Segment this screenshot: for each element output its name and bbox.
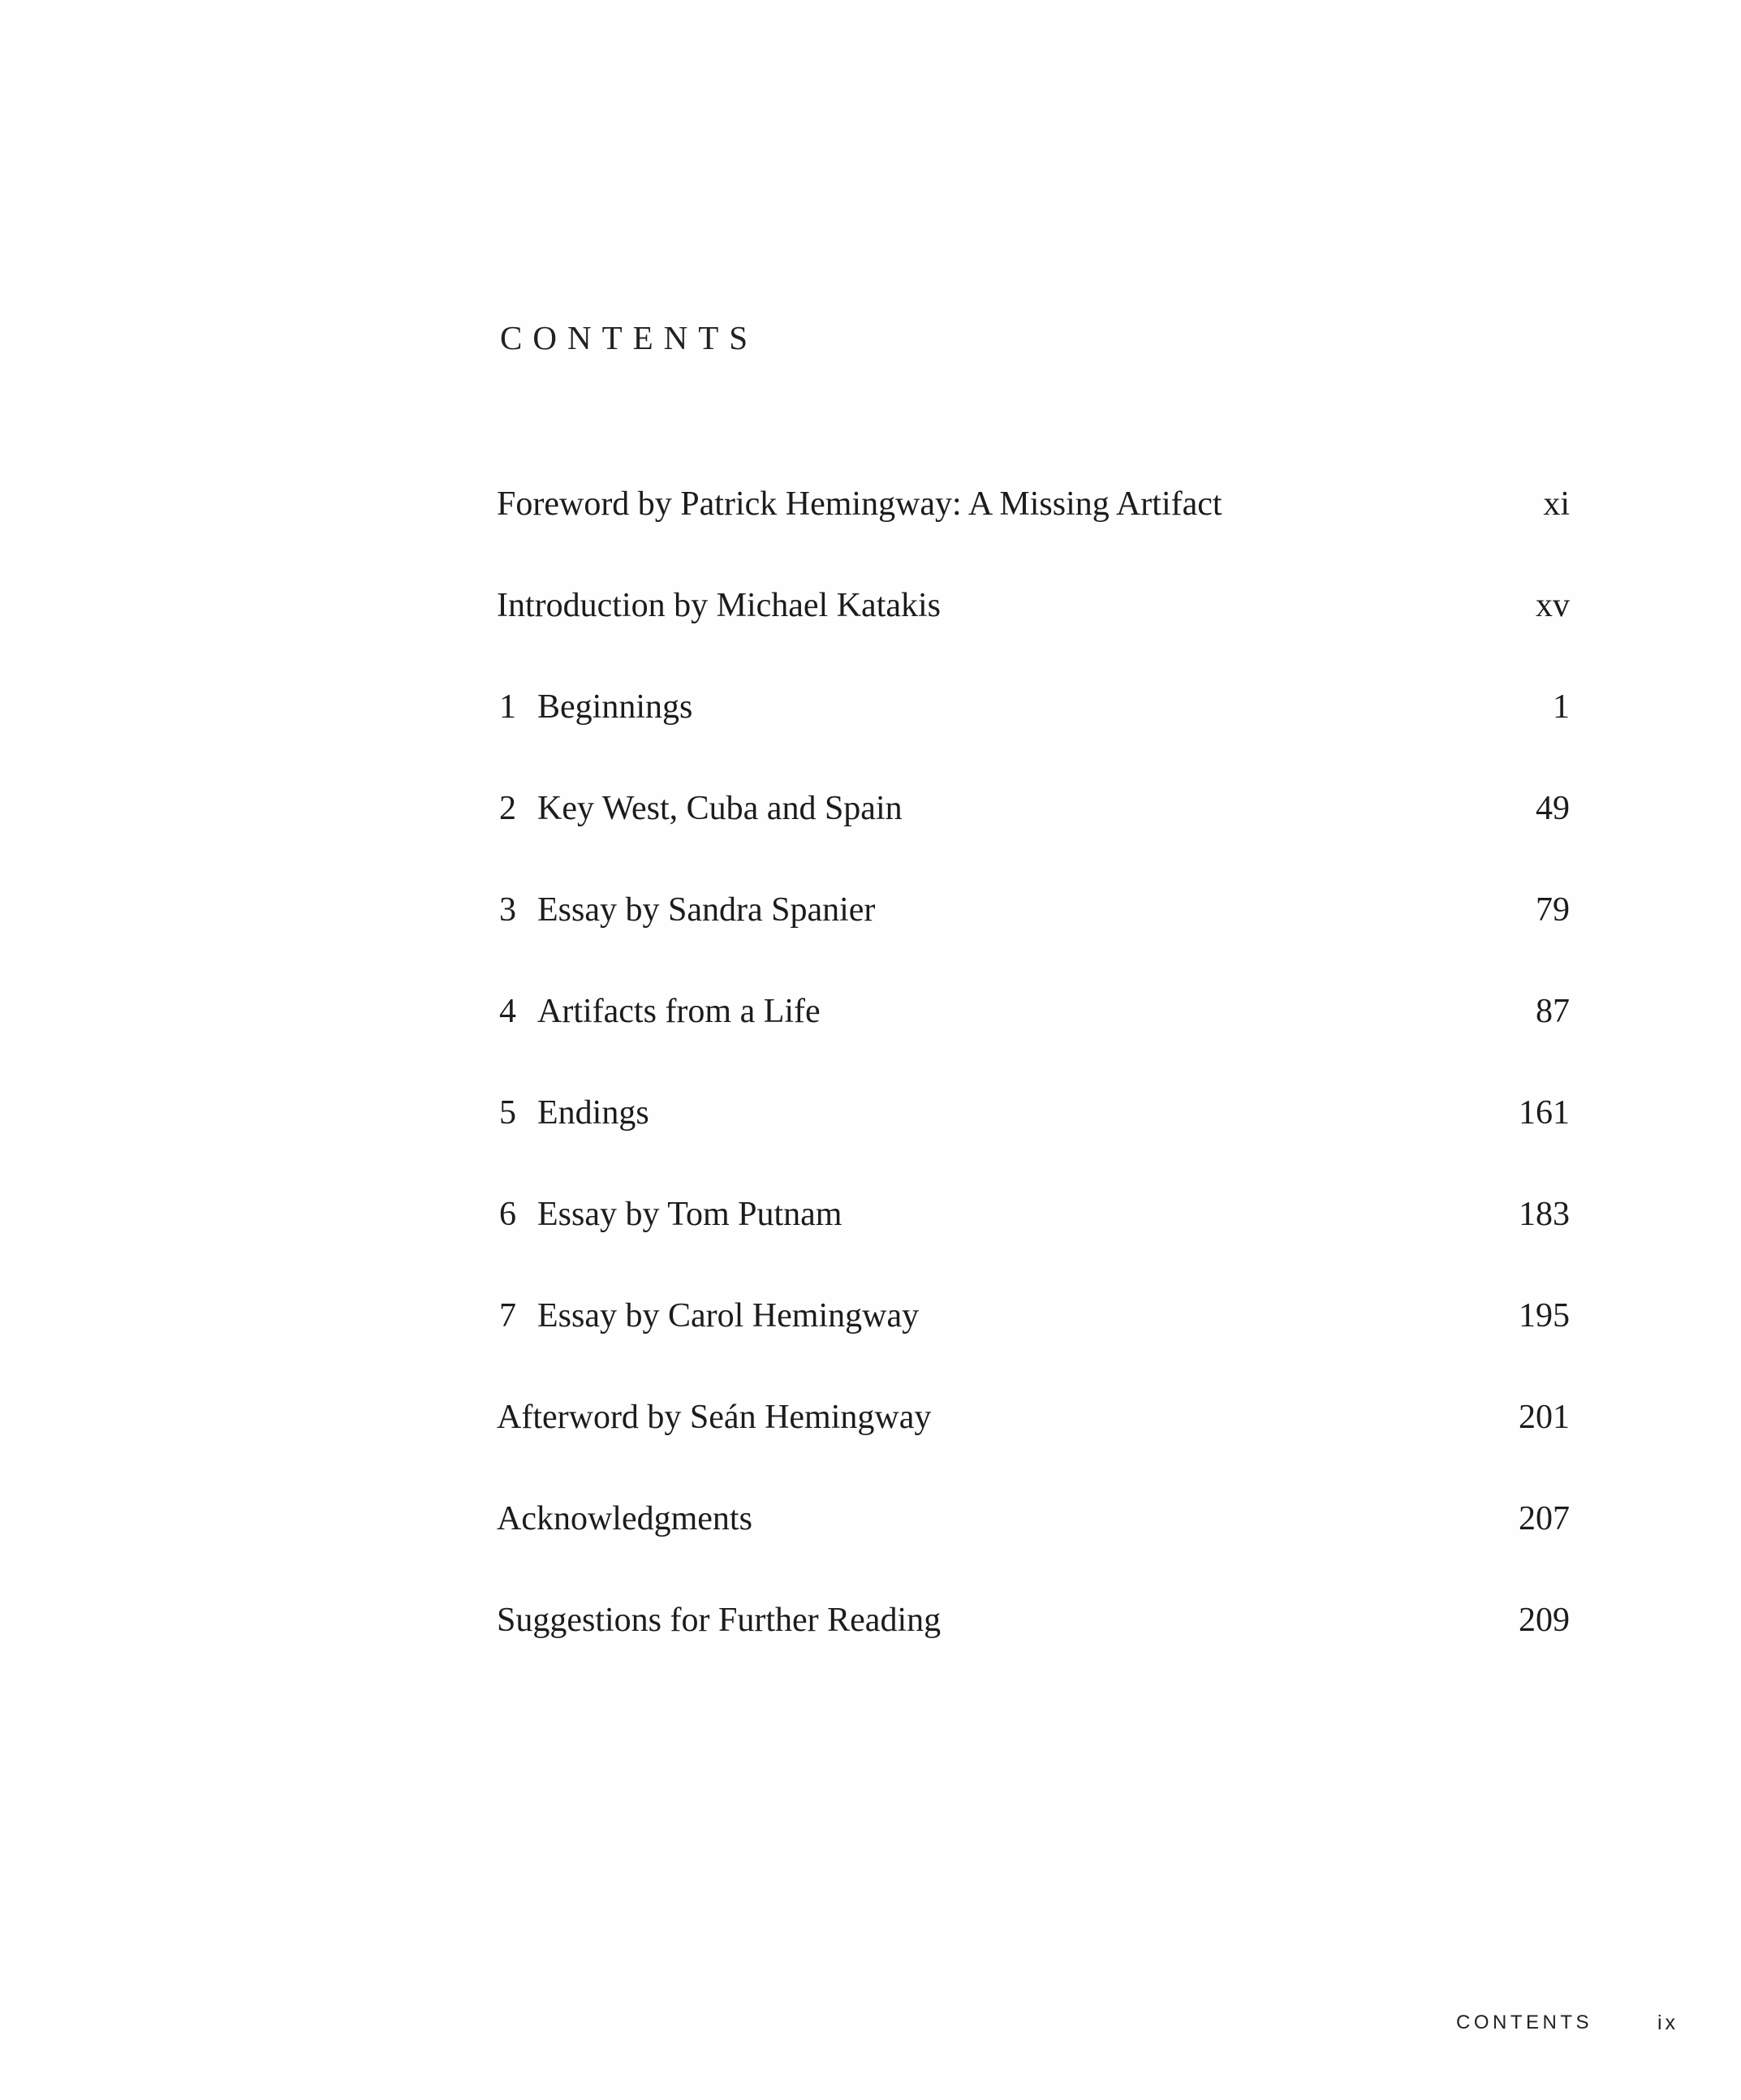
toc-entry-title: Essay by Tom Putnam	[537, 1196, 842, 1233]
toc-entry-number: 5	[499, 1094, 516, 1132]
toc-entry-page: 79	[1536, 891, 1570, 929]
toc-entry-chapter-4[interactable]	[497, 980, 1570, 1028]
toc-entry-foreword[interactable]	[497, 472, 1570, 521]
toc-entry-page: 207	[1519, 1500, 1570, 1537]
toc-entry-title: Beginnings	[537, 688, 693, 726]
toc-entry-chapter-3[interactable]	[497, 878, 1570, 927]
toc-entry-chapter-1[interactable]	[497, 675, 1570, 724]
toc-entry-number: 6	[499, 1196, 516, 1233]
toc-entry-page: 49	[1536, 790, 1570, 827]
toc-entry-page: xv	[1536, 587, 1570, 624]
page-number: ix	[1657, 2012, 1679, 2034]
toc-entry-title: Essay by Carol Hemingway	[537, 1297, 920, 1335]
toc-entry-page: 161	[1519, 1094, 1570, 1132]
toc-entry-page: xi	[1543, 485, 1570, 523]
toc-entry-introduction[interactable]	[497, 574, 1570, 623]
toc-entry-number: 1	[499, 688, 516, 726]
toc-entry-title: Foreword by Patrick Hemingway: A Missing Artifact	[497, 485, 1222, 523]
toc-entry-title: Artifacts from a Life	[537, 993, 821, 1030]
page-title: CONTENTS	[500, 319, 759, 356]
toc-entry-acknowledgments[interactable]	[497, 1487, 1570, 1536]
toc-entry-chapter-5[interactable]	[497, 1081, 1570, 1130]
toc-entry-chapter-2[interactable]	[497, 777, 1570, 826]
toc-entry-title: Endings	[537, 1094, 649, 1132]
toc-entry-number: 3	[499, 891, 516, 929]
toc-entry-number: 7	[499, 1297, 516, 1335]
toc-entry-title: Afterword by Seán Hemingway	[497, 1399, 932, 1436]
toc-entry-chapter-6[interactable]	[497, 1183, 1570, 1231]
toc-entry-page: 183	[1519, 1196, 1570, 1233]
toc-entry-title: Acknowledgments	[497, 1500, 752, 1537]
toc-entry-further-reading[interactable]	[497, 1589, 1570, 1637]
toc-entry-page: 1	[1553, 688, 1570, 726]
toc-entry-page: 195	[1519, 1297, 1570, 1335]
toc-entry-number: 2	[499, 790, 516, 827]
toc-entry-title: Key West, Cuba and Spain	[537, 790, 903, 827]
running-head: CONTENTS	[1456, 2012, 1592, 2033]
toc-entry-afterword[interactable]	[497, 1386, 1570, 1434]
toc-entry-chapter-7[interactable]	[497, 1284, 1570, 1333]
toc-entry-title: Suggestions for Further Reading	[497, 1602, 942, 1639]
toc-entry-page: 87	[1536, 993, 1570, 1030]
toc-entry-number: 4	[499, 993, 516, 1030]
toc-entry-title: Essay by Sandra Spanier	[537, 891, 876, 929]
toc-entry-page: 209	[1519, 1602, 1570, 1639]
toc-entry-title: Introduction by Michael Katakis	[497, 587, 942, 624]
toc-entry-page: 201	[1519, 1399, 1570, 1436]
